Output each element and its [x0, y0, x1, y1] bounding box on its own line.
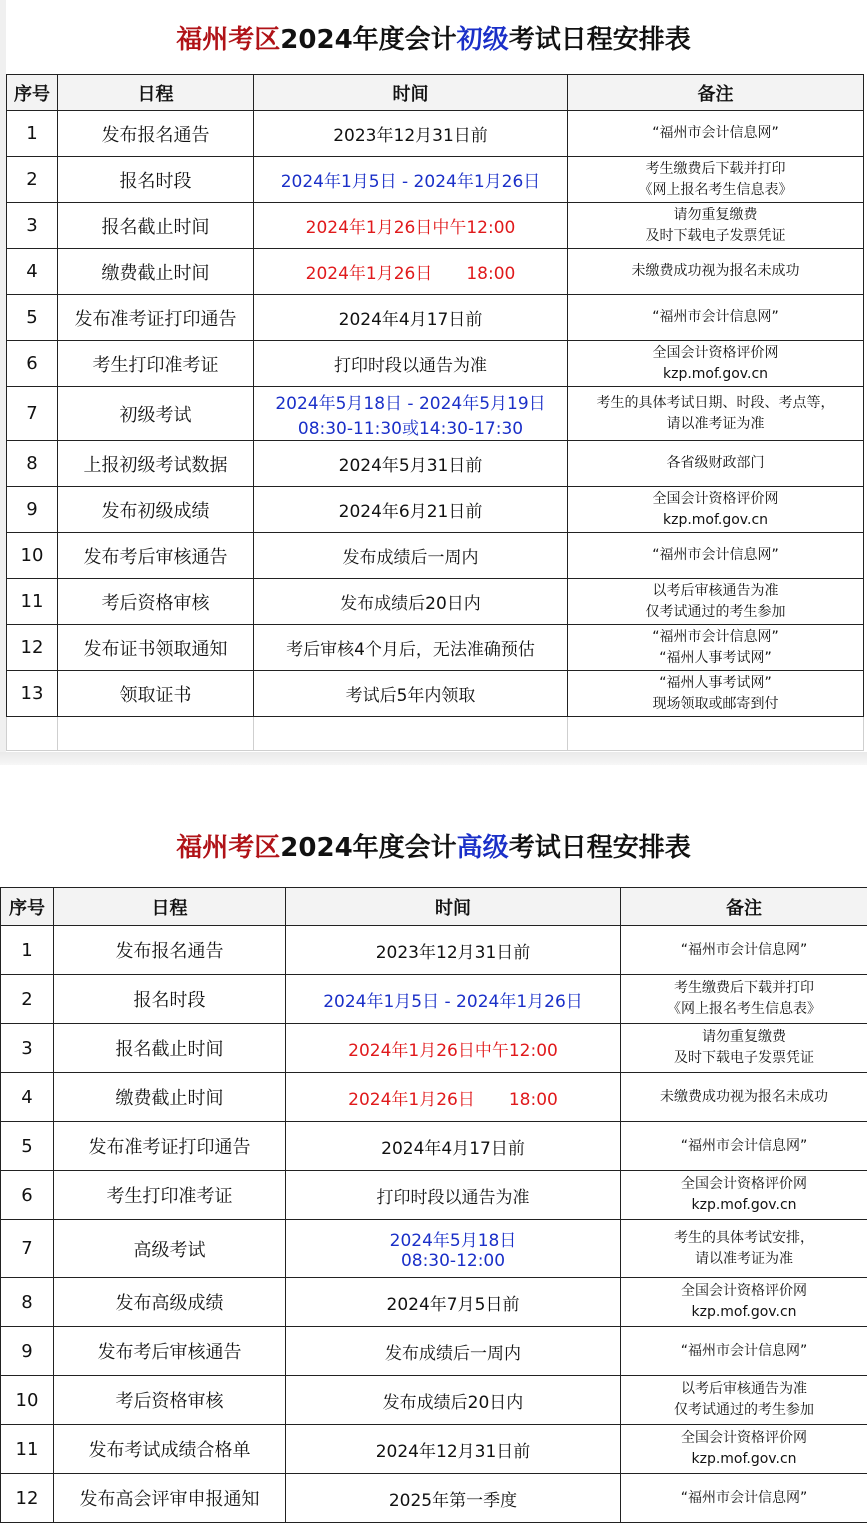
- title-region: 福州考区: [176, 833, 280, 863]
- time-line: 2023年12月31日前: [286, 938, 620, 963]
- note-line: 以考后审核通告为准: [568, 581, 863, 602]
- note-line: “福州市会计信息网”: [621, 1488, 867, 1509]
- header-time: 时间: [286, 888, 621, 926]
- row-item: 发布考后审核通告: [58, 533, 254, 579]
- note-line: 《网上报名考生信息表》: [621, 999, 867, 1020]
- table-row: [7, 487, 864, 533]
- row-time: [286, 1024, 621, 1073]
- row-item: 报名截止时间: [54, 1024, 286, 1073]
- row-number: 12: [1, 1474, 54, 1523]
- row-item: 发布高级成绩: [54, 1278, 286, 1327]
- note-line: 考生的具体考试安排，: [621, 1228, 867, 1249]
- time-line: [254, 259, 567, 284]
- row-item: 报名截止时间: [58, 203, 254, 249]
- page-divider: [0, 752, 867, 765]
- row-note: [568, 203, 864, 249]
- row-note: [621, 1073, 867, 1122]
- row-time: [286, 1425, 621, 1474]
- row-number: 8: [7, 441, 58, 487]
- time-line: 08:30-12:00: [286, 1251, 620, 1271]
- time-line: 考后审核4个月后，无法准确预估: [254, 635, 567, 660]
- row-note: [568, 487, 864, 533]
- row-item: 上报初级考试数据: [58, 441, 254, 487]
- row-number: 4: [1, 1073, 54, 1122]
- row-number: 3: [1, 1024, 54, 1073]
- sheet-title: [0, 22, 867, 58]
- schedule-table: [6, 74, 864, 751]
- row-note: [568, 441, 864, 487]
- time-line: 2024年12月31日前: [286, 1437, 620, 1462]
- table-body: [7, 111, 864, 751]
- row-item: 发布考试成绩合格单: [54, 1425, 286, 1474]
- table-row: [7, 203, 864, 249]
- row-item: 报名时段: [54, 975, 286, 1024]
- title-level: 初级: [457, 25, 509, 55]
- title-year: 2024年度会计: [280, 25, 456, 55]
- row-note: [568, 157, 864, 203]
- row-number: 8: [1, 1278, 54, 1327]
- note-line: 未缴费成功视为报名未成功: [621, 1087, 867, 1108]
- time-line: 发布成绩后20日内: [254, 589, 567, 614]
- note-line: kzp.mof.gov.cn: [568, 364, 863, 385]
- row-item: 缴费截止时间: [58, 249, 254, 295]
- time-line: 2024年4月17日前: [254, 305, 567, 330]
- row-item: 考后资格审核: [54, 1376, 286, 1425]
- note-line: “福州市会计信息网”: [621, 1341, 867, 1362]
- row-number: 9: [1, 1327, 54, 1376]
- time-line: 2024年6月21日前: [254, 497, 567, 522]
- row-time: [254, 533, 568, 579]
- note-line: 未缴费成功视为报名未成功: [568, 261, 863, 282]
- note-line: 及时下载电子发票凭证: [568, 226, 863, 247]
- note-line: “福州市会计信息网”: [621, 940, 867, 961]
- row-time: [254, 487, 568, 533]
- time-line: 2024年1月26日中午12:00: [254, 213, 567, 238]
- row-number: 11: [7, 579, 58, 625]
- row-time: [254, 203, 568, 249]
- row-number: 7: [7, 387, 58, 441]
- table-row: [1, 1376, 867, 1425]
- row-number: 12: [7, 625, 58, 671]
- row-time: [286, 1278, 621, 1327]
- note-line: 全国会计资格评价网: [568, 343, 863, 364]
- note-line: 及时下载电子发票凭证: [621, 1048, 867, 1069]
- empty-cell: [568, 717, 864, 751]
- note-line: kzp.mof.gov.cn: [621, 1302, 867, 1323]
- row-time: [254, 387, 568, 441]
- note-line: 《网上报名考生信息表》: [568, 180, 863, 201]
- row-note: [568, 533, 864, 579]
- note-line: “福州市会计信息网”: [568, 627, 863, 648]
- row-item: 考生打印准考证: [58, 341, 254, 387]
- time-line: 打印时段以通告为准: [286, 1183, 620, 1208]
- table-row: [7, 579, 864, 625]
- row-number: 6: [7, 341, 58, 387]
- time-date: 2024年1月26日: [348, 1090, 475, 1110]
- note-line: 仅考试通过的考生参加: [568, 602, 863, 623]
- time-hour: 18:00: [509, 1090, 558, 1110]
- time-line: 发布成绩后一周内: [254, 543, 567, 568]
- time-date: 2024年1月26日: [306, 264, 433, 284]
- row-note: [621, 1220, 867, 1278]
- row-time: [286, 1376, 621, 1425]
- table-row: [1, 1122, 867, 1171]
- row-item: 报名时段: [58, 157, 254, 203]
- table-row: [7, 441, 864, 487]
- header-note: 备注: [621, 888, 867, 926]
- table-row: [7, 533, 864, 579]
- row-time: [254, 249, 568, 295]
- row-note: [621, 975, 867, 1024]
- row-time: [254, 341, 568, 387]
- row-number: 10: [1, 1376, 54, 1425]
- time-line: 2024年5月18日: [286, 1226, 620, 1251]
- table-row: [7, 671, 864, 717]
- row-item: 高级考试: [54, 1220, 286, 1278]
- row-item: 发布报名通告: [54, 926, 286, 975]
- row-note: [568, 671, 864, 717]
- sheet-title: [0, 830, 867, 866]
- empty-row: [7, 717, 864, 751]
- empty-cell: [7, 717, 58, 751]
- time-line: [286, 1085, 620, 1110]
- header-item: 日程: [54, 888, 286, 926]
- row-note: [621, 1278, 867, 1327]
- row-note: [568, 111, 864, 157]
- time-line: 2024年1月5日 - 2024年1月26日: [286, 987, 620, 1012]
- row-note: [621, 926, 867, 975]
- note-line: “福州人事考试网”: [568, 673, 863, 694]
- row-number: 7: [1, 1220, 54, 1278]
- note-line: 考生缴费后下载并打印: [568, 159, 863, 180]
- table-row: [1, 1073, 867, 1122]
- row-note: [568, 249, 864, 295]
- time-line: 发布成绩后一周内: [286, 1339, 620, 1364]
- time-line: 2025年第一季度: [286, 1486, 620, 1511]
- time-line: 2024年7月5日前: [286, 1290, 620, 1315]
- empty-cell: [58, 717, 254, 751]
- row-time: [254, 579, 568, 625]
- schedule-sheet-junior: [0, 0, 867, 752]
- time-line: 考试后5年内领取: [254, 681, 567, 706]
- note-line: 请以准考证为准: [568, 414, 863, 435]
- table-row: [1, 1220, 867, 1278]
- table-row: [1, 1278, 867, 1327]
- row-time: [254, 625, 568, 671]
- row-time: [254, 157, 568, 203]
- row-time: [286, 1474, 621, 1523]
- note-line: “福州市会计信息网”: [621, 1136, 867, 1157]
- header-time: 时间: [254, 75, 568, 111]
- note-line: “福州市会计信息网”: [568, 307, 863, 328]
- note-line: 仅考试通过的考生参加: [621, 1400, 867, 1421]
- row-item: 发布证书领取通知: [58, 625, 254, 671]
- time-hour: 18:00: [466, 264, 515, 284]
- row-note: [621, 1327, 867, 1376]
- row-note: [621, 1024, 867, 1073]
- row-number: 1: [1, 926, 54, 975]
- table-row: [7, 387, 864, 441]
- note-line: 请勿重复缴费: [621, 1027, 867, 1048]
- row-number: 4: [7, 249, 58, 295]
- note-line: 各省级财政部门: [568, 453, 863, 474]
- row-time: [286, 1220, 621, 1278]
- note-line: “福州市会计信息网”: [568, 545, 863, 566]
- table-row: [7, 157, 864, 203]
- row-number: 2: [7, 157, 58, 203]
- time-line: 2024年4月17日前: [286, 1134, 620, 1159]
- note-line: 全国会计资格评价网: [568, 489, 863, 510]
- title-year: 2024年度会计: [280, 833, 456, 863]
- note-line: 考生的具体考试日期、时段、考点等，: [568, 393, 863, 414]
- schedule-sheet-senior: [0, 765, 867, 1518]
- note-line: kzp.mof.gov.cn: [621, 1449, 867, 1470]
- row-note: [621, 1171, 867, 1220]
- row-time: [286, 975, 621, 1024]
- note-line: 考生缴费后下载并打印: [621, 978, 867, 999]
- row-number: 6: [1, 1171, 54, 1220]
- note-line: 全国会计资格评价网: [621, 1428, 867, 1449]
- row-item: 发布初级成绩: [58, 487, 254, 533]
- table-row: [1, 975, 867, 1024]
- title-suffix: 考试日程安排表: [509, 25, 691, 55]
- row-item: 发布准考证打印通告: [58, 295, 254, 341]
- row-item: 领取证书: [58, 671, 254, 717]
- row-number: 10: [7, 533, 58, 579]
- header-no: 序号: [1, 888, 54, 926]
- note-line: 请勿重复缴费: [568, 205, 863, 226]
- note-line: 现场领取或邮寄到付: [568, 694, 863, 715]
- row-number: 1: [7, 111, 58, 157]
- table-row: [1, 926, 867, 975]
- note-line: kzp.mof.gov.cn: [568, 510, 863, 531]
- table-row: [1, 1171, 867, 1220]
- time-line: 2024年1月5日 - 2024年1月26日: [254, 167, 567, 192]
- row-number: 5: [1, 1122, 54, 1171]
- row-item: 发布考后审核通告: [54, 1327, 286, 1376]
- row-number: 3: [7, 203, 58, 249]
- title-region: 福州考区: [176, 25, 280, 55]
- time-line: 发布成绩后20日内: [286, 1388, 620, 1413]
- row-time: [254, 295, 568, 341]
- note-line: 全国会计资格评价网: [621, 1174, 867, 1195]
- row-time: [286, 1073, 621, 1122]
- note-line: 全国会计资格评价网: [621, 1281, 867, 1302]
- table-body: [1, 926, 867, 1523]
- row-number: 9: [7, 487, 58, 533]
- header-row: [1, 888, 867, 926]
- row-number: 11: [1, 1425, 54, 1474]
- row-note: [568, 341, 864, 387]
- header-item: 日程: [58, 75, 254, 111]
- empty-cell: [254, 717, 568, 751]
- row-number: 13: [7, 671, 58, 717]
- table-row: [7, 295, 864, 341]
- schedule-table: [0, 887, 867, 1523]
- note-line: “福州人事考试网”: [568, 648, 863, 669]
- row-note: [621, 1122, 867, 1171]
- row-time: [286, 1171, 621, 1220]
- table-header: [7, 75, 864, 111]
- note-line: kzp.mof.gov.cn: [621, 1195, 867, 1216]
- time-line: 2024年5月31日前: [254, 451, 567, 476]
- row-item: 初级考试: [58, 387, 254, 441]
- time-line: 08:30-11:30或14:30-17:30: [254, 414, 567, 439]
- time-line: 2024年1月26日中午12:00: [286, 1036, 620, 1061]
- row-note: [621, 1376, 867, 1425]
- row-time: [254, 111, 568, 157]
- row-item: 考后资格审核: [58, 579, 254, 625]
- table-row: [1, 1474, 867, 1523]
- note-line: “福州市会计信息网”: [568, 123, 863, 144]
- row-item: 缴费截止时间: [54, 1073, 286, 1122]
- row-time: [286, 926, 621, 975]
- row-note: [568, 625, 864, 671]
- time-line: 2023年12月31日前: [254, 121, 567, 146]
- title-suffix: 考试日程安排表: [509, 833, 691, 863]
- table-row: [7, 341, 864, 387]
- header-no: 序号: [7, 75, 58, 111]
- table-row: [7, 249, 864, 295]
- row-time: [286, 1122, 621, 1171]
- row-note: [568, 387, 864, 441]
- note-line: 请以准考证为准: [621, 1249, 867, 1270]
- time-line: 2024年5月18日 - 2024年5月19日: [254, 389, 567, 414]
- header-note: 备注: [568, 75, 864, 111]
- title-level: 高级: [457, 833, 509, 863]
- row-note: [568, 295, 864, 341]
- table-row: [1, 1327, 867, 1376]
- time-line: 打印时段以通告为准: [254, 351, 567, 376]
- row-number: 5: [7, 295, 58, 341]
- row-time: [286, 1327, 621, 1376]
- table-row: [1, 1024, 867, 1073]
- header-row: [7, 75, 864, 111]
- row-item: 发布报名通告: [58, 111, 254, 157]
- table-row: [7, 625, 864, 671]
- row-note: [621, 1474, 867, 1523]
- row-note: [568, 579, 864, 625]
- table-row: [7, 111, 864, 157]
- row-number: 2: [1, 975, 54, 1024]
- row-time: [254, 671, 568, 717]
- row-item: 发布高会评审申报通知: [54, 1474, 286, 1523]
- row-item: 发布准考证打印通告: [54, 1122, 286, 1171]
- row-note: [621, 1425, 867, 1474]
- note-line: 以考后审核通告为准: [621, 1379, 867, 1400]
- table-header: [1, 888, 867, 926]
- table-row: [1, 1425, 867, 1474]
- row-item: 考生打印准考证: [54, 1171, 286, 1220]
- row-time: [254, 441, 568, 487]
